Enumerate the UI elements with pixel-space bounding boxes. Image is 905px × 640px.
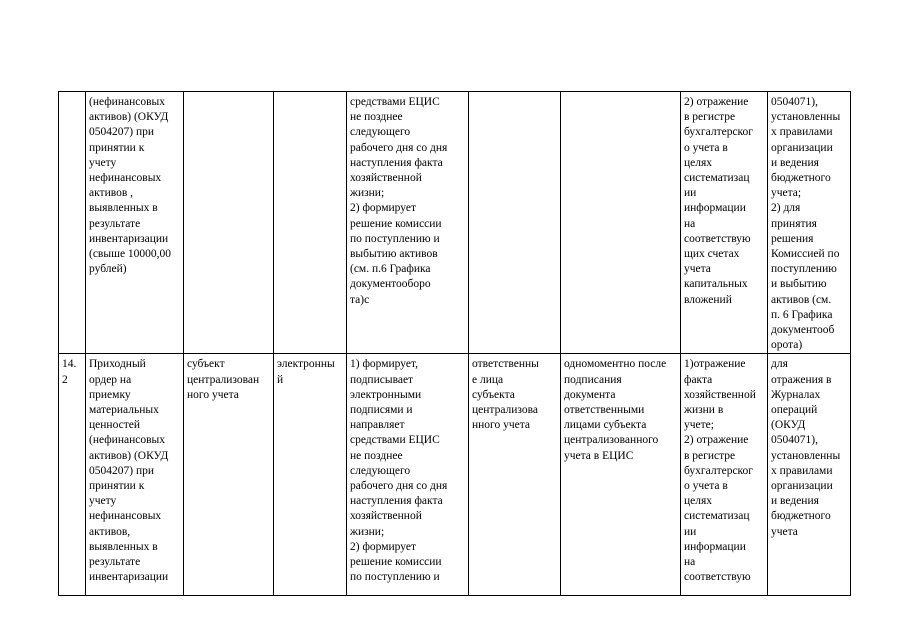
- deadline-cell: [561, 354, 681, 596]
- purpose-cell: [768, 92, 851, 354]
- responsible-cell: [469, 92, 561, 354]
- document-form: электронны й: [277, 358, 335, 386]
- purpose: 0504071), установленны х правилами организации и ведения бюджетного учета; 2) для принятия решения Комиссией по поступлению и выбытию активов (см. п. 6 Графика документооб орота): [771, 96, 841, 352]
- accounting-cell: [681, 354, 768, 596]
- actions: средствами ЕЦИС не позднее следующего рабочего дня со дня наступления факта хозяйственной жизни; 2) формирует решение комиссии по поступлению и выбытию активов (см. п.6 Графика документооборо та)с: [350, 96, 448, 306]
- row-number-cell: [59, 92, 86, 354]
- actions-cell: [347, 92, 469, 354]
- actions-cell: [347, 354, 469, 596]
- document-name: Приходный ордер на приемку материальных ценностей (нефинансовых активов) (ОКУД 0504207) при принятии к учету нефинансовых активов, выявленных в результате инвентаризации: [89, 358, 169, 584]
- form-cell: [274, 354, 347, 596]
- responsible: ответственны е лица субъекта централизова нного учета: [472, 358, 539, 432]
- document-name-cell: [86, 354, 184, 596]
- document-table: [58, 91, 851, 596]
- deadline-cell: [561, 92, 681, 354]
- creator-cell: [184, 354, 274, 596]
- table-row: [59, 92, 851, 354]
- accounting: 1)отражение факта хозяйственной жизни в учете; 2) отражение в регистре бухгалтерског о учета в целях систематизац ии информации на соответствую: [684, 358, 756, 584]
- accounting-cell: [681, 92, 768, 354]
- actions: 1) формирует, подписывает электронными подписями и направляет средствами ЕЦИС не позднее следующего рабочего дня со дня наступления факта хозяйственной жизни; 2) формирует решение комиссии по поступлению и: [350, 358, 448, 584]
- purpose: для отражения в Журналах операций (ОКУД 0504071), установленны х правилами организации и ведения бюджетного учета: [771, 358, 841, 538]
- document-name-cell: [86, 92, 184, 354]
- document-name: (нефинансовых активов) (ОКУД 0504207) при принятии к учету нефинансовых активов , выявленных в результате инвентаризации (свыше 10000,00 рублей): [89, 96, 172, 276]
- row-number: 14. 2: [62, 358, 77, 386]
- row-number-cell: [59, 354, 86, 596]
- creator: субъект централизован ного учета: [187, 358, 260, 401]
- purpose-cell: [768, 354, 851, 596]
- creator-cell: [184, 92, 274, 354]
- form-cell: [274, 92, 347, 354]
- table-row: [59, 354, 851, 596]
- deadline: одномоментно после подписания документа ответственными лицами субъекта централизованного учета в ЕЦИС: [564, 358, 667, 462]
- responsible-cell: [469, 354, 561, 596]
- accounting: 2) отражение в регистре бухгалтерског о учета в целях систематизац ии информации на соответствую щих счетах учета капитальных вложений: [684, 96, 754, 306]
